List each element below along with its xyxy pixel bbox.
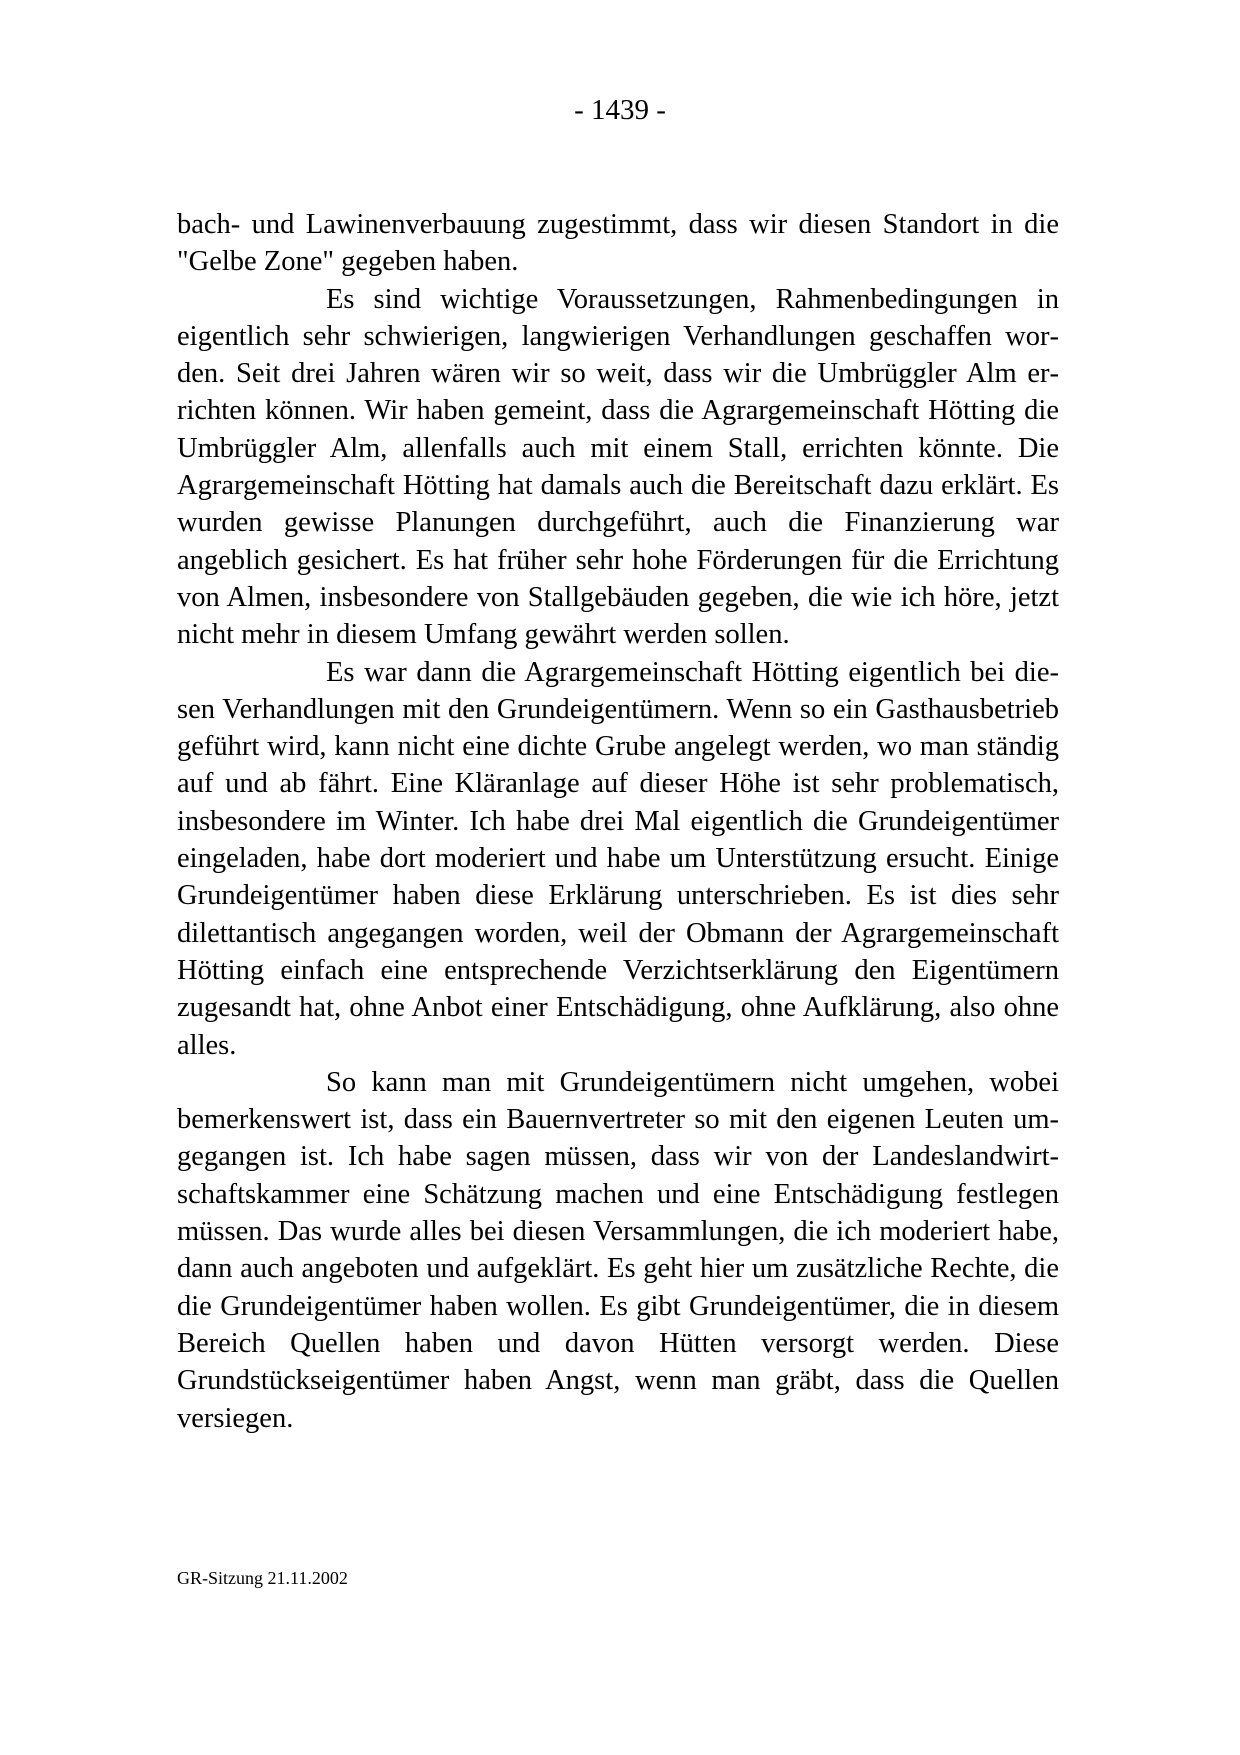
footer-session-date: GR-Sitzung 21.11.2002 [177,1568,348,1588]
paragraph: Es sind wichtige Voraussetzungen, Rahmenbedingungen in eigentlich sehr schwierigen, langwierigen Verhandlungen geschaffen worden. Seit drei Jahren wären wir so weit, dass wir die Umbrüggler Alm errichten können. Wir haben gemeint, dass die Agrargemeinschaft Hötting die Umbrüggler Alm, allenfalls auch mit einem Stall, errichten könnte. Die Agrargemeinschaft Hötting hat damals auch die Bereitschaft dazu erklärt. Es wurden gewisse Planungen durchgeführt, auch die Finanzierung war angeblich gesichert. Es hat früher sehr hohe Förderungen für die Errichtung von Almen, insbesondere von Stallgebäuden gegeben, die wie ich höre, jetzt nicht mehr in diesem Umfang gewährt werden sollen. [177,283,1059,651]
page-number: - 1439 - [574,94,666,126]
paragraph: Es war dann die Agrargemeinschaft Hötting eigentlich bei diesen Verhandlungen mit den Grundeigentümern. Wenn so ein Gasthausbetrieb geführt wird, kann nicht eine dichte Grube angelegt werden, wo man ständig auf und ab fährt. Eine Kläranlage auf dieser Höhe ist sehr problematisch, insbesondere im Winter. Ich habe drei Mal eigentlich die Grundeigentümer eingeladen, habe dort moderiert und habe um Unterstützung ersucht. Einige Grundeigentümer haben diese Erklärung unterschrieben. Es ist dies sehr dilettantisch angegangen worden, weil der Obmann der Agrargemeinschaft Hötting einfach eine entsprechende Verzichtserklärung den Eigentümern zugesandt hat, ohne Anbot einer Entschädigung, ohne Aufklärung, also ohne alles. [177,656,1059,1061]
paragraph: So kann man mit Grundeigentümern nicht umgehen, wobei bemerkenswert ist, dass ein Bauernvertreter so mit den eigenen Leuten umgegangen ist. Ich habe sagen müssen, dass wir von der Landeslandwirtschaftskammer eine Schätzung machen und eine Entschädigung festlegen müssen. Das wurde alles bei diesen Versammlungen, die ich moderiert habe, dann auch angeboten und aufgeklärt. Es geht hier um zusätzliche Rechte, die die Grundeigentümer haben wollen. Es gibt Grundeigentümer, die in diesem Bereich Quellen haben und davon Hütten versorgt werden. Diese Grundstückseigentümer haben Angst, wenn man gräbt, dass die Quellen versiegen. [177,1066,1059,1434]
document-body [177,206,1059,1437]
paragraph-continuation: bach- und Lawinenverbauung zugestimmt, dass wir diesen Standort in die "Gelbe Zone" gegeben haben. [177,209,1059,278]
